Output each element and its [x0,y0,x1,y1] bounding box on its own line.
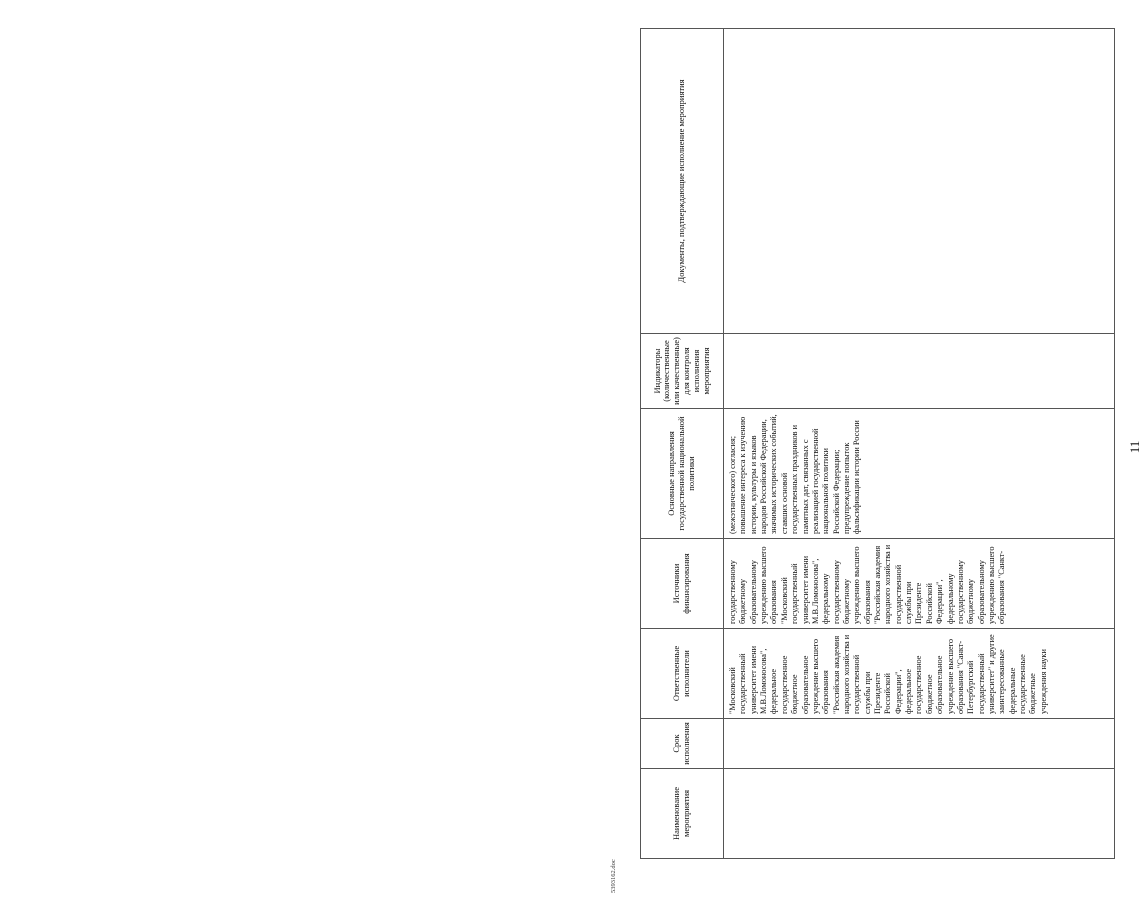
header-event-name: Наименование мероприятия [641,769,724,859]
cell-deadline [724,719,1115,769]
header-executors: Ответственные исполнители [641,629,724,719]
cell-funding [724,539,1115,629]
document-code: 5393162.doc [610,859,617,893]
header-policy-directions: Основные направления государственной национальной политики [641,409,724,539]
header-documents: Документы, подтверждающие исполнение мероприятия [641,29,724,334]
measures-table [640,28,1115,859]
header-deadline: Срок исполнения [641,719,724,769]
executors-text: "Московский государственный университет имени М.В.Ломоносова", федеральное государственное бюджетное образовательное учреждение высшего образования "Российская академия народного хозяйства и государственной службы при Президенте Российской Федерации", федеральное государственное бюджетное образовательное учреждение высшего образования "Санкт-Петербургский государственный университет" и другие заинтересованные федеральные государственные бюджетные учреждения науки [728,634,1048,714]
cell-executors [724,629,1115,719]
table-row [724,29,1115,859]
policy-directions-text: (межэтнического) согласия; повышение интереса к изучению истории, культуры и языков народов Российской Федерации, значимых исторических событий, ставших основой государственных праздников и памятных дат, связанных с реализацией государственной национальной политики Российской Федерации; предупреждение попыток фальсификации истории России [728,414,862,534]
document-sheet [600,17,1145,893]
header-indicators: Индикаторы (количественные или качественные) для контроля исполнения мероприятия [641,334,724,409]
header-funding: Источники финансирования [641,539,724,629]
cell-policy-directions [724,409,1115,539]
table-header-row [641,29,724,859]
funding-text: государственному бюджетному образовательному учреждению высшего образования "Московский государственный университет имени М.В.Ломоносова", федеральному государственному бюджетному учреждению высшего образования "Российская академия народного хозяйства и государственной службы при Президенте Российской Федерации", федеральному государственному бюджетному образовательному учреждению высшего образования "Санкт- [728,544,1007,624]
cell-documents [724,29,1115,334]
cell-indicators [724,334,1115,409]
page-number: 11 [1127,440,1142,454]
cell-event-name [724,769,1115,859]
